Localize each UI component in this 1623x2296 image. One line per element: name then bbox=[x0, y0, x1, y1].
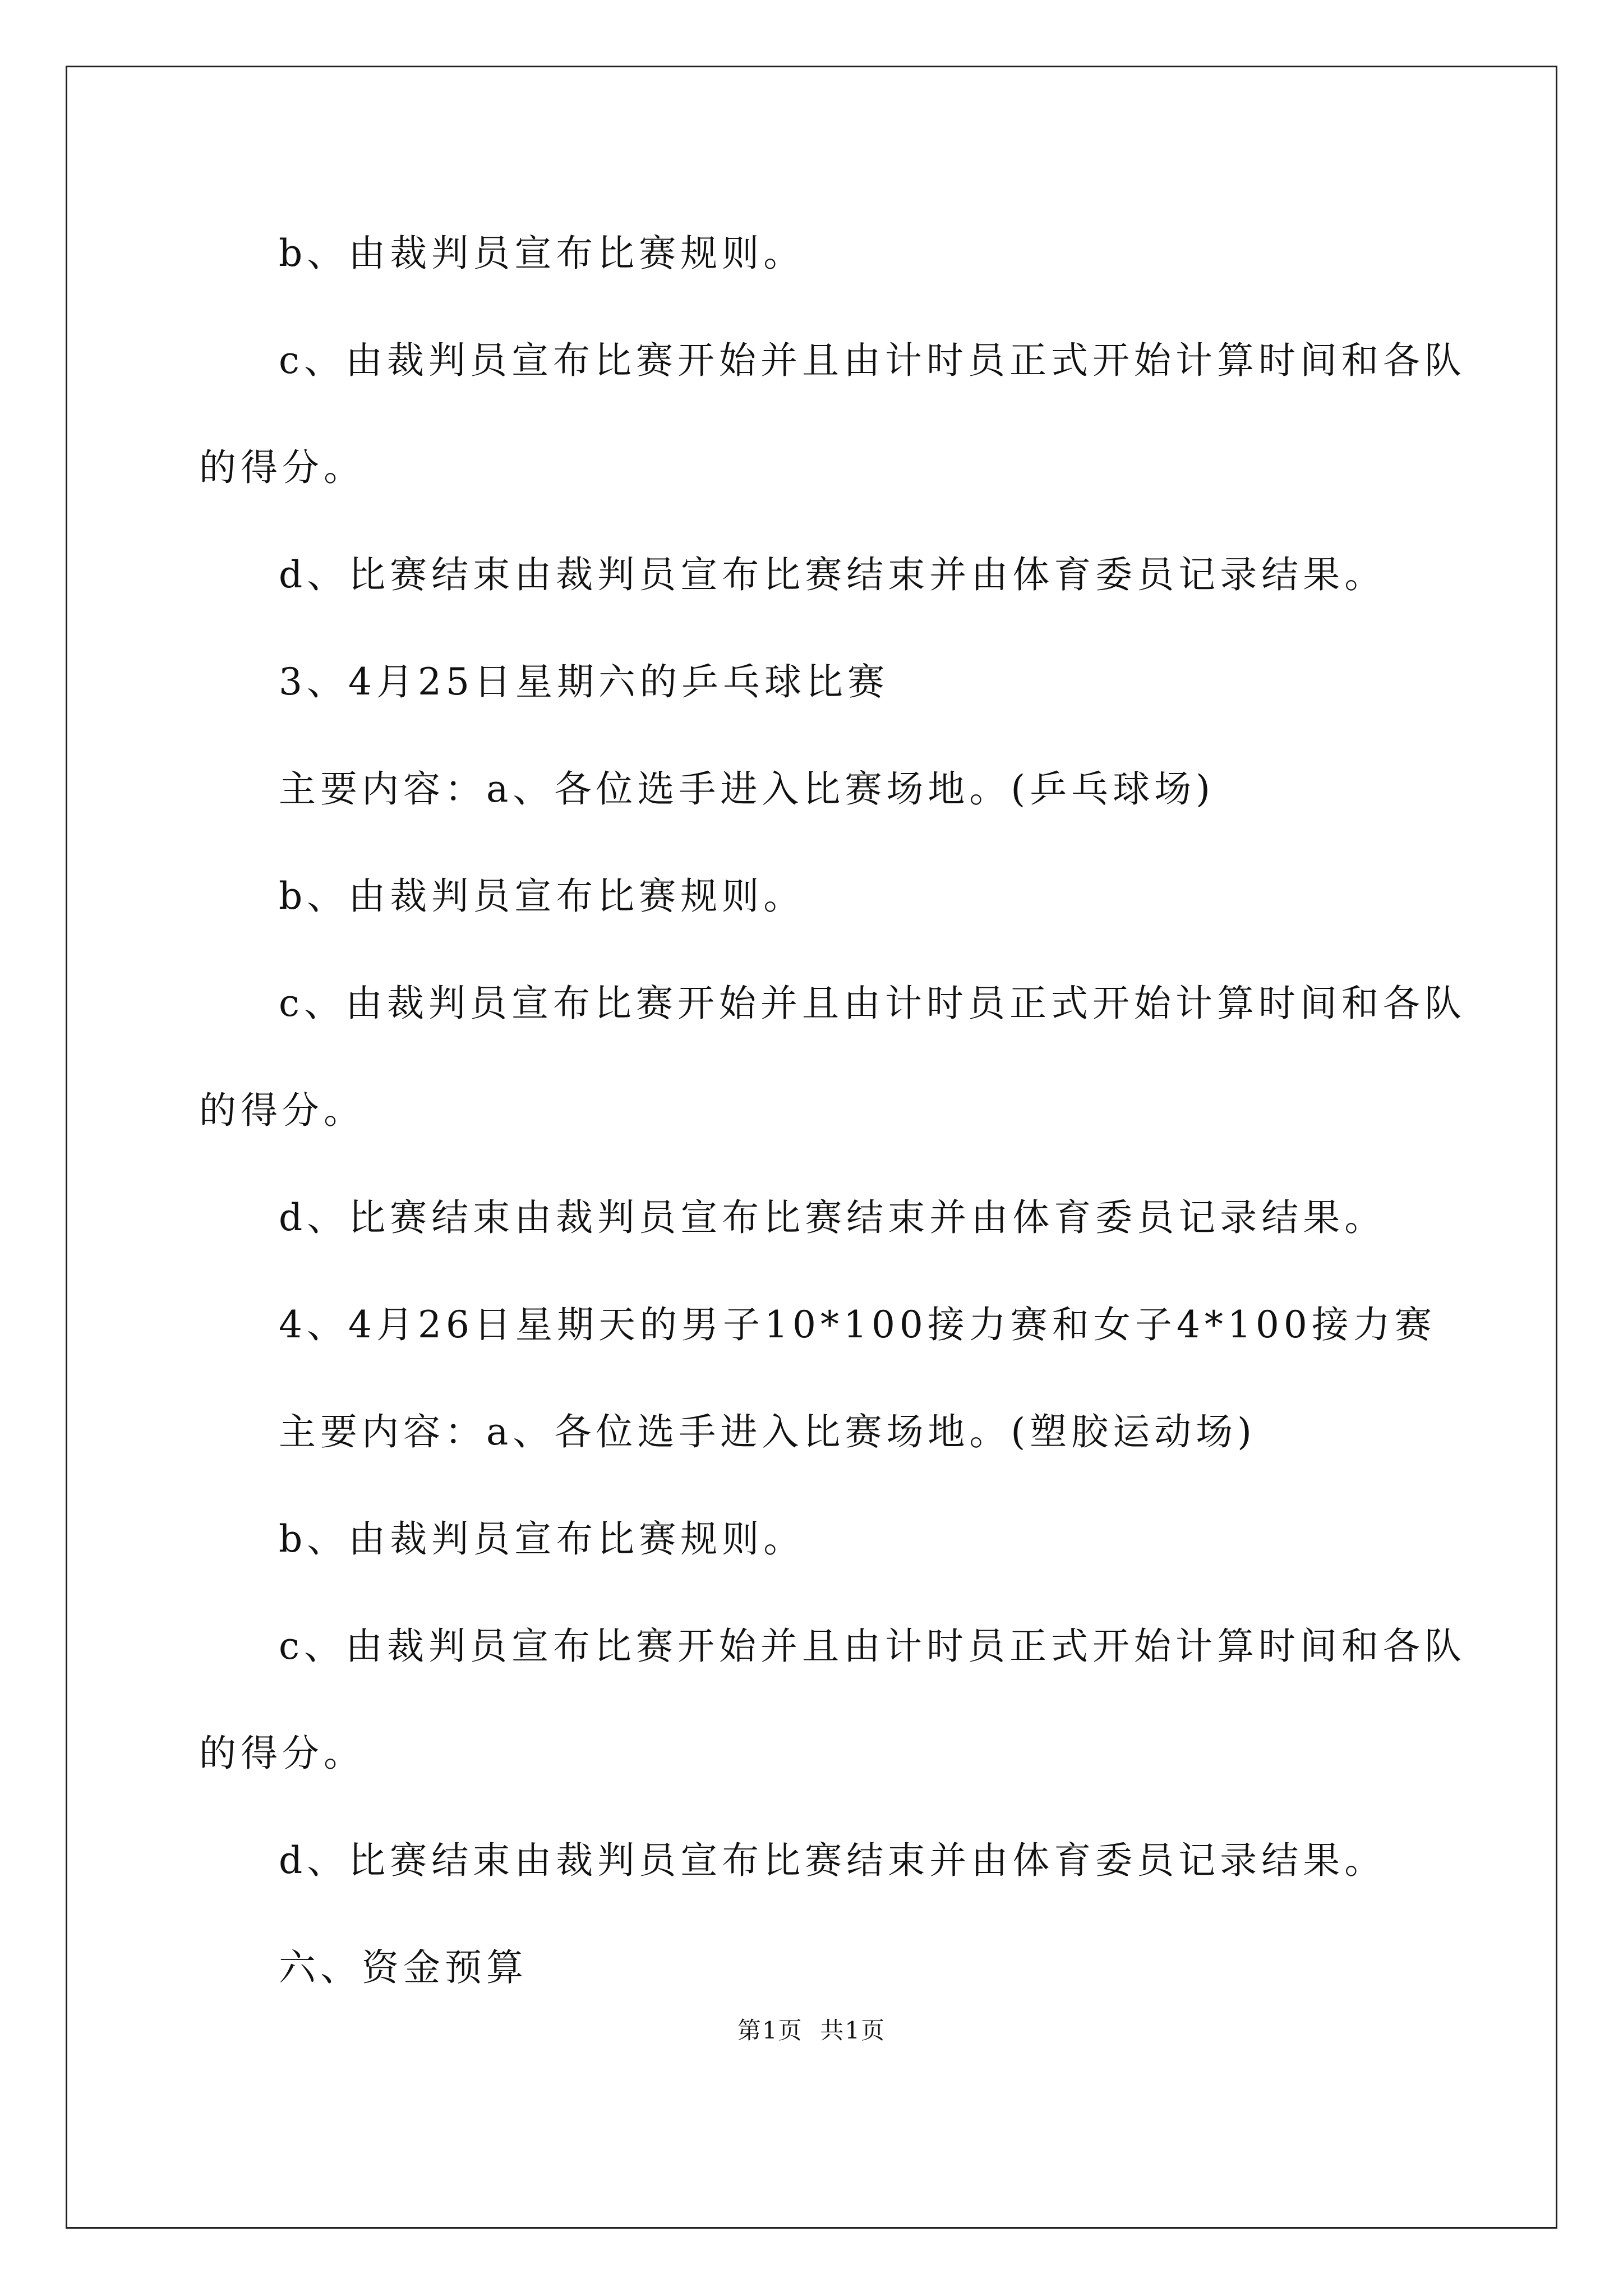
paragraph-line: b、由裁判员宣布比赛规则。 bbox=[279, 1517, 805, 1561]
paragraph-line: c、由裁判员宣布比赛开始并且由计时员正式开始计算时间和各队 bbox=[279, 982, 1466, 1025]
paragraph-line: d、比赛结束由裁判员宣布比赛结束并由体育委员记录结果。 bbox=[279, 553, 1386, 596]
page-border bbox=[66, 66, 1557, 2229]
paragraph-line: d、比赛结束由裁判员宣布比赛结束并由体育委员记录结果。 bbox=[279, 1196, 1386, 1239]
paragraph-line: 主要内容：a、各位选手进入比赛场地。(塑胶运动场) bbox=[279, 1410, 1256, 1453]
paragraph-line: b、由裁判员宣布比赛规则。 bbox=[279, 232, 805, 275]
page-footer: 第1页 共1页 bbox=[737, 2017, 886, 2044]
paragraph-line: 的得分。 bbox=[199, 1732, 365, 1775]
paragraph-line: b、由裁判员宣布比赛规则。 bbox=[279, 875, 805, 918]
paragraph-line: 的得分。 bbox=[199, 446, 365, 489]
paragraph-line: d、比赛结束由裁判员宣布比赛结束并由体育委员记录结果。 bbox=[279, 1839, 1386, 1882]
paragraph-line: 的得分。 bbox=[199, 1089, 365, 1132]
section-heading: 3、4月25日星期六的乒乓球比赛 bbox=[279, 660, 889, 703]
paragraph-line: c、由裁判员宣布比赛开始并且由计时员正式开始计算时间和各队 bbox=[279, 1625, 1466, 1668]
section-heading: 4、4月26日星期天的男子10*100接力赛和女子4*100接力赛 bbox=[279, 1303, 1436, 1346]
paragraph-line: c、由裁判员宣布比赛开始并且由计时员正式开始计算时间和各队 bbox=[279, 339, 1466, 382]
paragraph-line: 主要内容：a、各位选手进入比赛场地。(乒乓球场) bbox=[279, 767, 1215, 811]
section-heading: 六、资金预算 bbox=[279, 1946, 528, 1989]
